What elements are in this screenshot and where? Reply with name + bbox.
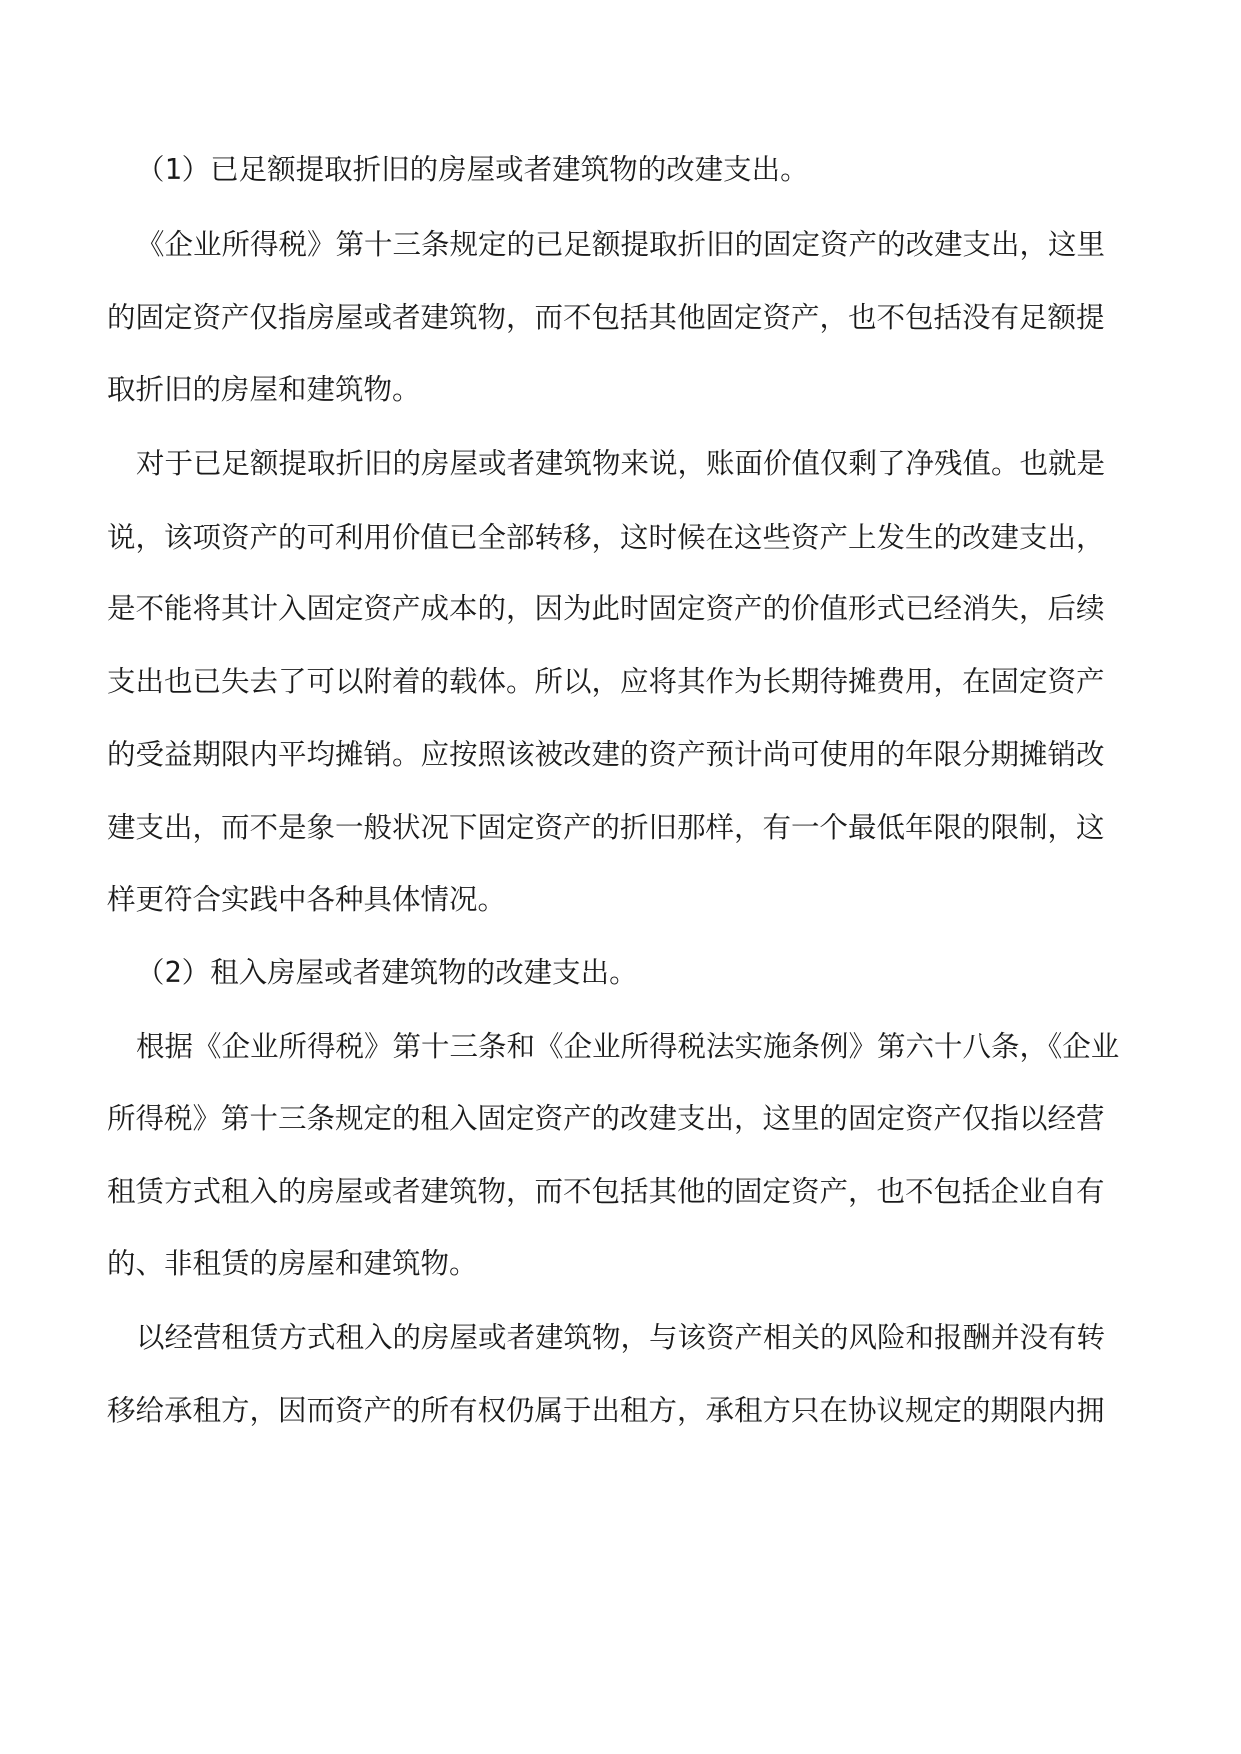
paragraph-2-line-5: 的受益期限内平均摊销。应按照该被改建的资产预计尚可使用的年限分期摊销改 [107, 738, 1105, 771]
paragraph-3-line-3: 租赁方式租入的房屋或者建筑物，而不包括其他的固定资产，也不包括企业自有 [107, 1175, 1105, 1208]
heading-2: （2）租入房屋或者建筑物的改建支出。 [136, 956, 638, 989]
paragraph-3-line-4: 的、非租赁的房屋和建筑物。 [107, 1247, 478, 1280]
paragraph-2-line-7: 样更符合实践中各种具体情况。 [107, 883, 507, 916]
paragraph-2-line-3: 是不能将其计入固定资产成本的，因为此时固定资产的价值形式已经消失，后续 [107, 592, 1105, 625]
paragraph-3-line-2: 所得税》第十三条规定的租入固定资产的改建支出，这里的固定资产仅指以经营 [107, 1102, 1105, 1135]
paragraph-2-line-2: 说，该项资产的可利用价值已全部转移，这时候在这些资产上发生的改建支出， [107, 521, 1105, 554]
heading-1: （1）已足额提取折旧的房屋或者建筑物的改建支出。 [136, 153, 809, 186]
paragraph-2-line-4: 支出也已失去了可以附着的载体。所以，应将其作为长期待摊费用，在固定资产 [107, 665, 1105, 698]
paragraph-1-line-3: 取折旧的房屋和建筑物。 [107, 373, 421, 406]
paragraph-2-line-6: 建支出，而不是象一般状况下固定资产的折旧那样，有一个最低年限的限制，这 [107, 811, 1105, 844]
paragraph-1-line-1: 《企业所得税》第十三条规定的已足额提取折旧的固定资产的改建支出，这里 [136, 228, 1106, 261]
paragraph-4-line-1: 以经营租赁方式租入的房屋或者建筑物，与该资产相关的风险和报酬并没有转 [136, 1321, 1106, 1354]
paragraph-4-line-2: 移给承租方，因而资产的所有权仍属于出租方，承租方只在协议规定的期限内拥 [107, 1394, 1105, 1427]
paragraph-2-line-1: 对于已足额提取折旧的房屋或者建筑物来说，账面价值仅剩了净残值。也就是 [136, 447, 1106, 480]
paragraph-3-line-1: 根据《企业所得税》第十三条和《企业所得税法实施条例》第六十八条，《企业 [136, 1030, 1120, 1063]
paragraph-1-line-2: 的固定资产仅指房屋或者建筑物，而不包括其他固定资产，也不包括没有足额提 [107, 301, 1105, 334]
